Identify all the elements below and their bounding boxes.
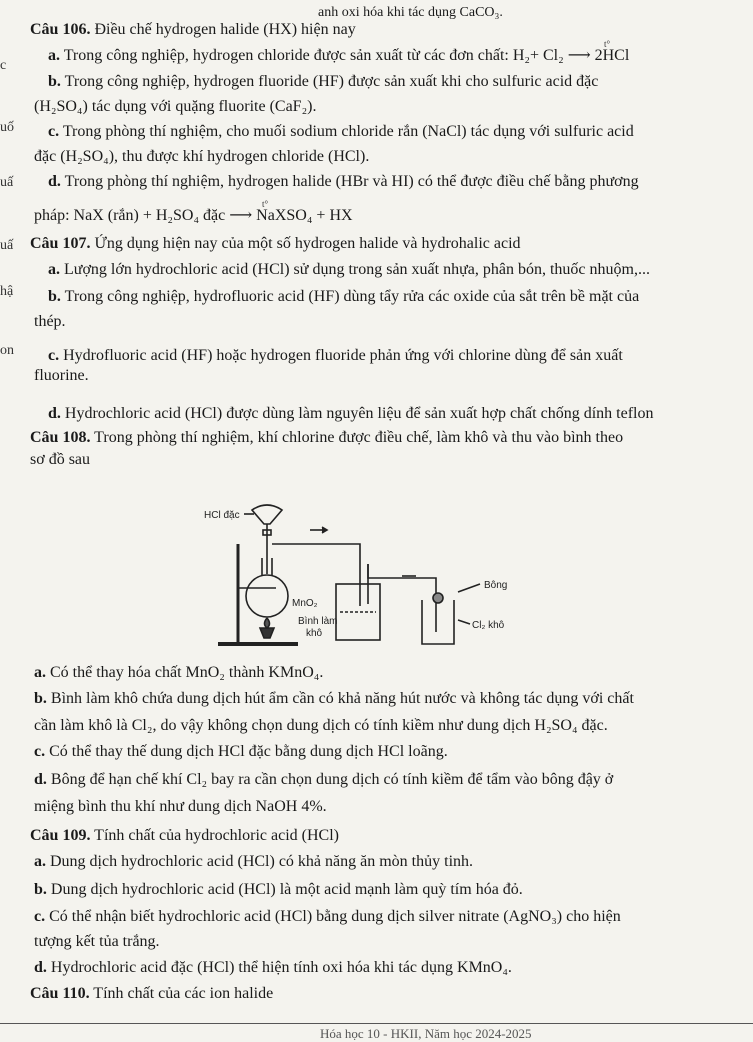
question-106 bbox=[30, 20, 356, 40]
option-108d bbox=[34, 770, 613, 790]
diagram-label-cotton: Bông bbox=[484, 580, 508, 591]
option-label: c. bbox=[48, 347, 60, 364]
option-text: Bình làm khô chứa dung dịch hút ẩm cần có khả năng hút nước và không tác dụng với chất bbox=[46, 690, 634, 707]
diagram-label-mno2: MnO₂ bbox=[292, 598, 318, 609]
option-label: d. bbox=[48, 173, 61, 190]
option-label: a. bbox=[48, 261, 60, 278]
question-title: Câu 106. bbox=[30, 21, 91, 38]
margin-fragment: c bbox=[0, 58, 7, 73]
option-107b bbox=[48, 287, 639, 307]
option-label: d. bbox=[48, 405, 61, 422]
question-108-cont: sơ đồ sau bbox=[30, 451, 91, 468]
question-109 bbox=[30, 826, 339, 846]
option-106d-cont: pháp: NaX (rắn) + H₂SO₄ đặc ⟶ NaXSO₄ + HX bbox=[34, 207, 353, 224]
question-title: Câu 109. bbox=[30, 827, 91, 844]
option-106b bbox=[48, 72, 598, 92]
question-text: Tính chất của hydrochloric acid (HCl) bbox=[90, 827, 339, 844]
option-107d bbox=[48, 404, 653, 424]
option-106c-cont: đặc (H₂SO₄), thu được khí hydrogen chloride (HCl). bbox=[34, 148, 370, 165]
diagram-label-cl2: Cl₂ khô bbox=[472, 620, 505, 631]
option-text: Có thể nhận biết hydrochloric acid (HCl) bằng dung dịch silver nitrate (AgNO₃) cho hiện bbox=[45, 908, 621, 925]
option-108b bbox=[34, 689, 634, 709]
question-title: Câu 110. bbox=[30, 985, 90, 1002]
question-text: Tính chất của các ion halide bbox=[89, 985, 274, 1002]
diagram-label-dryer: Bình làm bbox=[298, 616, 338, 627]
option-text: Bông để hạn chế khí Cl₂ bay ra cần chọn dung dịch có tính kiềm để tẩm vào bông đậy ở bbox=[46, 771, 614, 788]
page-footer bbox=[0, 1022, 753, 1041]
option-107a bbox=[48, 260, 650, 280]
header-fragment: anh oxi hóa khi tác dụng CaCO₃. bbox=[318, 5, 503, 20]
option-text: Trong công nghiệp, hydrofluoric acid (HF) dùng tẩy rửa các oxide của sắt trên bề mặt của bbox=[60, 288, 640, 305]
option-text: Trong phòng thí nghiệm, hydrogen halide (HBr và HI) có thể được điều chế bằng phương bbox=[60, 173, 639, 190]
option-label: b. bbox=[48, 73, 61, 90]
question-107 bbox=[30, 234, 521, 254]
option-109d bbox=[34, 958, 512, 978]
option-label: d. bbox=[34, 959, 47, 976]
option-label: c. bbox=[34, 743, 46, 760]
option-label: b. bbox=[48, 288, 61, 305]
option-text: Hydrofluoric acid (HF) hoặc hydrogen fluoride phản ứng với chlorine dùng để sản xuất bbox=[59, 347, 623, 364]
option-label: a. bbox=[34, 853, 46, 870]
option-107c bbox=[48, 346, 623, 366]
option-label: d. bbox=[34, 771, 47, 788]
option-label: c. bbox=[34, 908, 46, 925]
option-text: Có thể thay hóa chất MnO₂ thành KMnO₄. bbox=[46, 664, 324, 681]
option-text: Trong phòng thí nghiệm, cho muối sodium chloride rắn (NaCl) tác dụng với sulfuric acid bbox=[59, 123, 634, 140]
option-label: a. bbox=[34, 664, 46, 681]
diagram-label-hcl: HCl đặc bbox=[204, 510, 240, 521]
option-107b-cont: thép. bbox=[34, 313, 66, 330]
option-text: Trong công nghiệp, hydrogen chloride được sản xuất từ các đơn chất: H₂+ Cl₂ ⟶ 2HCl bbox=[60, 47, 630, 64]
margin-fragment: uấ bbox=[0, 238, 14, 253]
option-109b bbox=[34, 880, 523, 900]
option-106a bbox=[48, 46, 629, 66]
option-text: Lượng lớn hydrochloric acid (HCl) sử dụng trong sản xuất nhựa, phân bón, thuốc nhuộm,... bbox=[60, 261, 650, 278]
question-110 bbox=[30, 984, 273, 1004]
diagram-label-dryer-2: khô bbox=[306, 628, 323, 639]
question-text: Trong phòng thí nghiệm, khí chlorine được điều chế, làm khô và thu vào bình theo bbox=[90, 429, 624, 446]
option-text: Dung dịch hydrochloric acid (HCl) có khả năng ăn mòn thủy tinh. bbox=[46, 853, 474, 870]
option-109c-cont: tượng kết tủa trắng. bbox=[34, 933, 160, 950]
question-title: Câu 107. bbox=[30, 235, 91, 252]
option-label: c. bbox=[48, 123, 60, 140]
margin-fragment: uố bbox=[0, 120, 14, 135]
option-text: Trong công nghiệp, hydrogen fluoride (HF) được sản xuất khi cho sulfuric acid đặc bbox=[60, 73, 599, 90]
option-label: a. bbox=[48, 47, 60, 64]
option-108d-cont: miệng bình thu khí như dung dịch NaOH 4%. bbox=[34, 798, 327, 815]
option-text: Dung dịch hydrochloric acid (HCl) là một acid mạnh làm quỳ tím hóa đỏ. bbox=[46, 881, 523, 898]
option-label: b. bbox=[34, 881, 47, 898]
option-label: b. bbox=[34, 690, 47, 707]
option-109a bbox=[34, 852, 473, 872]
reaction-condition: t° bbox=[604, 39, 611, 49]
lab-apparatus-diagram bbox=[190, 500, 530, 652]
option-text: Hydrochloric acid (HCl) được dùng làm nguyên liệu để sản xuất hợp chất chống dính teflon bbox=[60, 405, 654, 422]
option-text: Hydrochloric acid đặc (HCl) thể hiện tính oxi hóa khi tác dụng KMnO₄. bbox=[46, 959, 512, 976]
reaction-condition: t° bbox=[262, 199, 269, 209]
question-text: Điều chế hydrogen halide (HX) hiện nay bbox=[90, 21, 356, 38]
option-106c bbox=[48, 122, 634, 142]
option-107c-cont: fluorine. bbox=[34, 367, 89, 384]
footer-divider bbox=[0, 1023, 753, 1024]
question-text: Ứng dụng hiện nay của một số hydrogen halide và hydrohalic acid bbox=[90, 235, 521, 252]
question-108 bbox=[30, 428, 623, 448]
footer-text: Hóa học 10 - HKII, Năm học 2024-2025 bbox=[320, 1026, 532, 1041]
option-106d bbox=[48, 172, 639, 192]
question-title: Câu 108. bbox=[30, 429, 91, 446]
margin-fragment: uấ bbox=[0, 175, 14, 190]
option-108c bbox=[34, 742, 448, 762]
margin-fragment: hậ bbox=[0, 284, 14, 299]
option-109c bbox=[34, 907, 621, 927]
option-text: Có thể thay thế dung dịch HCl đặc bằng dung dịch HCl loãng. bbox=[45, 743, 448, 760]
margin-fragment: on bbox=[0, 343, 14, 358]
option-108a bbox=[34, 663, 323, 683]
option-106b-cont: (H₂SO₄) tác dụng với quặng fluorite (CaF₂). bbox=[34, 98, 317, 115]
option-108b-cont: cần làm khô là Cl₂, do vậy không chọn dung dịch có tính kiềm như dung dịch H₂SO₄ đặc. bbox=[34, 717, 608, 734]
